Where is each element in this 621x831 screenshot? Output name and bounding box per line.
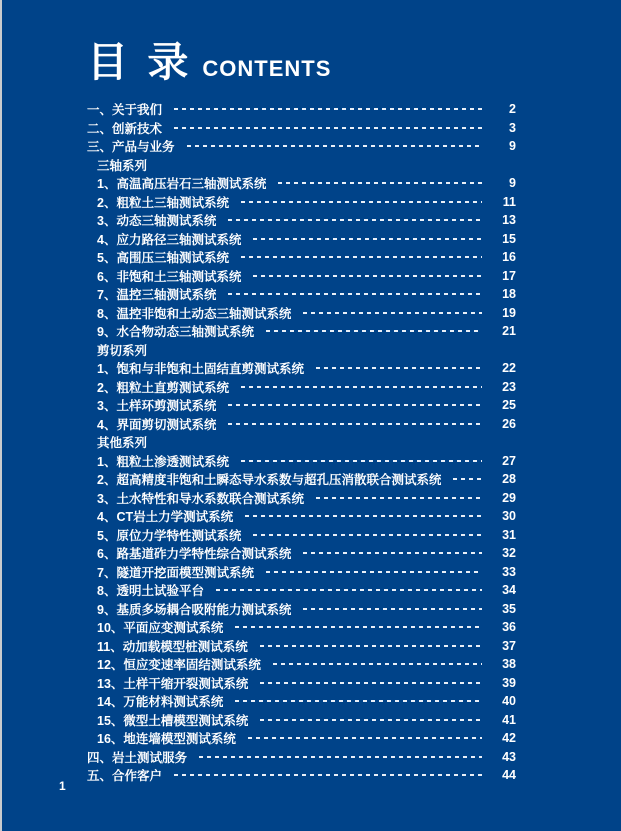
dotted-leader — [235, 626, 482, 628]
toc-page-number: 2 — [509, 102, 516, 117]
toc-entry-label: 3、土水特性和导水系数联合测试系统 — [97, 491, 304, 506]
toc-page-number: 25 — [502, 398, 516, 413]
toc-row[interactable] — [87, 470, 516, 489]
dotted-leader — [303, 312, 482, 314]
page-title-english: CONTENTS — [202, 56, 332, 81]
toc-row[interactable] — [87, 285, 516, 304]
scan-edge — [0, 0, 2, 831]
toc-row[interactable] — [87, 692, 516, 711]
dotted-leader — [228, 219, 482, 221]
toc-page-number: 35 — [502, 601, 516, 616]
toc-row[interactable] — [87, 637, 516, 656]
dotted-leader — [303, 552, 482, 554]
toc-page-number: 23 — [502, 379, 516, 394]
toc-entry-label: 15、微型土槽模型测试系统 — [97, 713, 249, 728]
dotted-leader — [273, 663, 482, 665]
toc-entry-label: 三、产品与业务 — [87, 140, 175, 155]
dotted-leader — [241, 460, 482, 462]
toc-row[interactable] — [87, 378, 516, 397]
toc-row[interactable] — [87, 766, 516, 785]
dotted-leader — [216, 589, 482, 591]
toc-row[interactable] — [87, 489, 516, 508]
toc-entry-label: 6、非饱和土三轴测试系统 — [97, 269, 242, 284]
toc-entry-label: 6、路基道砟力学特性综合测试系统 — [97, 547, 292, 562]
toc-row[interactable] — [87, 267, 516, 286]
toc-row[interactable] — [87, 748, 516, 767]
toc-row — [87, 341, 516, 360]
toc-page-number: 9 — [509, 139, 516, 154]
toc-row[interactable] — [87, 322, 516, 341]
toc-page-number: 9 — [509, 176, 516, 191]
toc-entry-label: 9、基质多场耦合吸附能力测试系统 — [97, 602, 292, 617]
toc-page-number: 15 — [502, 231, 516, 246]
toc-row[interactable] — [87, 655, 516, 674]
toc-page-number: 33 — [502, 564, 516, 579]
toc-entry-label: 其他系列 — [97, 436, 148, 451]
dotted-leader — [260, 645, 482, 647]
toc-entry-label: 4、应力路径三轴测试系统 — [97, 232, 242, 247]
dotted-leader — [266, 571, 482, 573]
toc-row[interactable] — [87, 230, 516, 249]
dotted-leader — [278, 182, 482, 184]
toc-page-number: 27 — [502, 453, 516, 468]
toc-entry-label: 11、动加载模型桩测试系统 — [97, 639, 248, 654]
dotted-leader — [228, 404, 482, 406]
toc-entry-label: 一、关于我们 — [87, 103, 163, 118]
page-title — [87, 40, 331, 85]
footer-page-number: 1 — [59, 779, 66, 793]
dotted-leader — [260, 719, 482, 721]
toc-row[interactable] — [87, 211, 516, 230]
toc-entry-label: 7、隧道开挖面模型测试系统 — [97, 565, 254, 580]
dotted-leader — [248, 737, 482, 739]
toc-row[interactable] — [87, 563, 516, 582]
toc-entry-label: 剪切系列 — [97, 343, 148, 358]
toc-row[interactable] — [87, 415, 516, 434]
dotted-leader — [253, 275, 482, 277]
toc-row[interactable] — [87, 304, 516, 323]
toc-page-number: 19 — [502, 305, 516, 320]
toc-entry-label: 1、高温高压岩石三轴测试系统 — [97, 177, 267, 192]
toc-page-number: 34 — [502, 583, 516, 598]
dotted-leader — [316, 367, 482, 369]
toc-entry-label: 2、超高精度非饱和土瞬态导水系数与超孔压消散联合测试系统 — [97, 473, 442, 488]
toc-page-number: 40 — [502, 694, 516, 709]
toc-row[interactable] — [87, 618, 516, 637]
dotted-leader — [266, 330, 482, 332]
dotted-leader — [253, 238, 482, 240]
toc-page-number: 28 — [502, 472, 516, 487]
toc-row[interactable] — [87, 711, 516, 730]
toc-entry-label: 13、土样干缩开裂测试系统 — [97, 676, 249, 691]
dotted-leader — [174, 108, 482, 110]
toc-page-number: 31 — [502, 527, 516, 542]
toc-row[interactable] — [87, 544, 516, 563]
toc-entry-label: 7、温控三轴测试系统 — [97, 288, 217, 303]
toc-row[interactable] — [87, 600, 516, 619]
toc-entry-label: 1、粗粒土渗透测试系统 — [97, 454, 229, 469]
toc-row[interactable] — [87, 452, 516, 471]
toc-page-number: 22 — [502, 361, 516, 376]
toc-row[interactable] — [87, 248, 516, 267]
toc-row[interactable] — [87, 174, 516, 193]
toc-entry-label: 五、合作客户 — [87, 769, 163, 784]
toc-page-number: 42 — [502, 731, 516, 746]
toc-row[interactable] — [87, 137, 516, 156]
dotted-leader — [260, 682, 482, 684]
toc-entry-label: 1、饱和与非饱和土固结直剪测试系统 — [97, 362, 304, 377]
toc-row[interactable] — [87, 396, 516, 415]
toc-page-number: 16 — [502, 250, 516, 265]
toc-page-number: 13 — [502, 213, 516, 228]
toc-entry-label: 2、粗粒土三轴测试系统 — [97, 195, 229, 210]
toc-row[interactable] — [87, 581, 516, 600]
dotted-leader — [303, 608, 482, 610]
toc-page-number: 44 — [502, 768, 516, 783]
toc-row — [87, 433, 516, 452]
toc-entry-label: 5、高围压三轴测试系统 — [97, 251, 229, 266]
toc-page-number: 32 — [502, 546, 516, 561]
dotted-leader — [187, 145, 482, 147]
dotted-leader — [453, 478, 482, 480]
toc-entry-label: 3、土样环剪测试系统 — [97, 399, 217, 414]
toc-page-number: 43 — [502, 749, 516, 764]
dotted-leader — [316, 497, 482, 499]
toc-page-number: 38 — [502, 657, 516, 672]
toc-row[interactable] — [87, 119, 516, 138]
dotted-leader — [228, 423, 482, 425]
toc-page-number: 3 — [509, 120, 516, 135]
toc-entry-label: 4、CT岩土力学测试系统 — [97, 510, 234, 525]
toc-page-number: 17 — [502, 268, 516, 283]
toc-row[interactable] — [87, 729, 516, 748]
dotted-leader — [228, 293, 482, 295]
toc-page-number: 41 — [502, 712, 516, 727]
toc-row[interactable] — [87, 674, 516, 693]
toc-entry-label: 8、透明土试验平台 — [97, 584, 204, 599]
toc-entry-label: 9、水合物动态三轴测试系统 — [97, 325, 254, 340]
toc-entry-label: 3、动态三轴测试系统 — [97, 214, 217, 229]
toc-page-number: 39 — [502, 675, 516, 690]
toc-page-number: 26 — [502, 416, 516, 431]
dotted-leader — [241, 201, 482, 203]
toc-row[interactable] — [87, 100, 516, 119]
toc-page-number: 36 — [502, 620, 516, 635]
toc-entry-label: 四、岩土测试服务 — [87, 750, 188, 765]
toc-row[interactable] — [87, 507, 516, 526]
toc-entry-label: 12、恒应变速率固结测试系统 — [97, 658, 261, 673]
toc-entry-label: 10、平面应变测试系统 — [97, 621, 224, 636]
toc-entry-label: 14、万能材料测试系统 — [97, 695, 224, 710]
toc-row[interactable] — [87, 526, 516, 545]
toc-entry-label: 4、界面剪切测试系统 — [97, 417, 217, 432]
page-title-chinese: 目 录 — [87, 39, 193, 85]
dotted-leader — [174, 127, 482, 129]
dotted-leader — [253, 534, 482, 536]
toc-entry-label: 2、粗粒土直剪测试系统 — [97, 380, 229, 395]
dotted-leader — [199, 756, 482, 758]
toc-page-number: 30 — [502, 509, 516, 524]
toc-row[interactable] — [87, 193, 516, 212]
toc-row[interactable] — [87, 359, 516, 378]
toc-entry-label: 5、原位力学特性测试系统 — [97, 528, 242, 543]
dotted-leader — [174, 774, 482, 776]
dotted-leader — [241, 386, 482, 388]
toc-page-number: 18 — [502, 287, 516, 302]
toc-page-number: 29 — [502, 490, 516, 505]
dotted-leader — [235, 700, 482, 702]
toc-entry-label: 16、地连墙模型测试系统 — [97, 732, 236, 747]
toc-list — [87, 100, 516, 785]
toc-page-number: 11 — [502, 194, 516, 209]
toc-page-number: 37 — [502, 638, 516, 653]
toc-row — [87, 156, 516, 175]
toc-entry-label: 三轴系列 — [97, 158, 148, 173]
toc-entry-label: 8、温控非饱和土动态三轴测试系统 — [97, 306, 292, 321]
toc-page-number: 21 — [502, 324, 516, 339]
toc-entry-label: 二、创新技术 — [87, 121, 163, 136]
dotted-leader — [245, 515, 482, 517]
dotted-leader — [241, 256, 482, 258]
